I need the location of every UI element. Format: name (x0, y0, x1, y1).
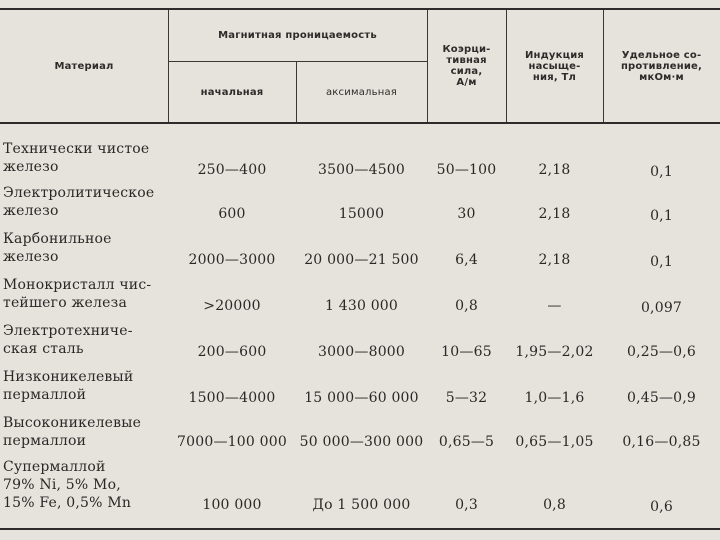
resistivity: 0,6 (650, 499, 673, 515)
header-maximal: аксимальная (325, 86, 397, 98)
header-resistivity: Удельное со- противление, мкОм·м (620, 49, 703, 83)
maximal-permeability: 3500—4500 (317, 162, 406, 178)
material-name: Технически чистое железо (3, 141, 150, 175)
coercive-force: 50—100 (436, 162, 497, 178)
maximal-permeability: 1 430 000 (324, 298, 399, 314)
initial-permeability: 1500—4000 (188, 390, 276, 406)
material-name: Электролитическое железо (3, 185, 155, 219)
table-bottom-rule (0, 528, 720, 530)
saturation-induction: 1,0—1,6 (524, 390, 585, 406)
material-name: Монокристалл чис- тейшего железа (3, 277, 152, 311)
material-name: Супермаллой 79% Ni, 5% Mo, 15% Fe, 0,5% Mn (3, 459, 132, 511)
header-material: Материал (54, 60, 114, 72)
maximal-permeability: 50 000—300 000 (299, 434, 424, 450)
coercive-force: 10—65 (441, 344, 492, 360)
resistivity: 0,1 (650, 254, 673, 270)
coercive-force: 30 (457, 206, 476, 222)
resistivity: 0,097 (640, 300, 683, 316)
maximal-permeability: 20 000—21 500 (304, 252, 419, 268)
initial-permeability: 250—400 (197, 162, 267, 178)
resistivity: 0,16—0,85 (622, 434, 701, 450)
resistivity: 0,1 (650, 208, 673, 224)
header-induction: Индукция насыще- ния, Тл (524, 49, 585, 83)
maximal-permeability: 3000—8000 (317, 344, 406, 360)
saturation-induction: 2,18 (538, 252, 571, 268)
initial-permeability: 600 (218, 206, 246, 222)
saturation-induction: 0,65—1,05 (515, 434, 594, 450)
resistivity: 0,45—0,9 (626, 390, 697, 406)
saturation-induction: 2,18 (538, 206, 571, 222)
coercive-force: 6,4 (455, 252, 478, 268)
coercive-force: 0,3 (455, 497, 478, 513)
initial-permeability: >20000 (203, 298, 261, 314)
maximal-permeability: До 1 500 000 (312, 497, 411, 513)
material-name: Высоконикелевые пермаллои (3, 415, 142, 449)
resistivity: 0,1 (650, 164, 673, 180)
header-coercive: Коэрци- тивная сила, А/м (442, 44, 491, 88)
header-bottom-rule (0, 122, 720, 124)
initial-permeability: 7000—100 000 (177, 434, 287, 450)
saturation-induction: 2,18 (538, 162, 571, 178)
header-initial: начальная (200, 86, 264, 98)
coercive-force: 5—32 (445, 390, 488, 406)
saturation-induction: 1,95—2,02 (515, 344, 594, 360)
material-name: Низконикелевый пермаллой (3, 369, 134, 403)
material-name: Карбонильное железо (3, 231, 112, 265)
header-permeability: Магнитная проницаемость (218, 29, 377, 41)
resistivity: 0,25—0,6 (626, 344, 697, 360)
maximal-permeability: 15 000—60 000 (304, 390, 419, 406)
saturation-induction: — (547, 298, 562, 314)
initial-permeability: 200—600 (197, 344, 267, 360)
initial-permeability: 100 000 (202, 497, 262, 513)
coercive-force: 0,8 (455, 298, 478, 314)
material-name: Электротехниче- ская сталь (3, 323, 133, 357)
maximal-permeability: 15000 (338, 206, 385, 222)
initial-permeability: 2000—3000 (188, 252, 276, 268)
saturation-induction: 0,8 (543, 497, 566, 513)
coercive-force: 0,65—5 (438, 434, 495, 450)
